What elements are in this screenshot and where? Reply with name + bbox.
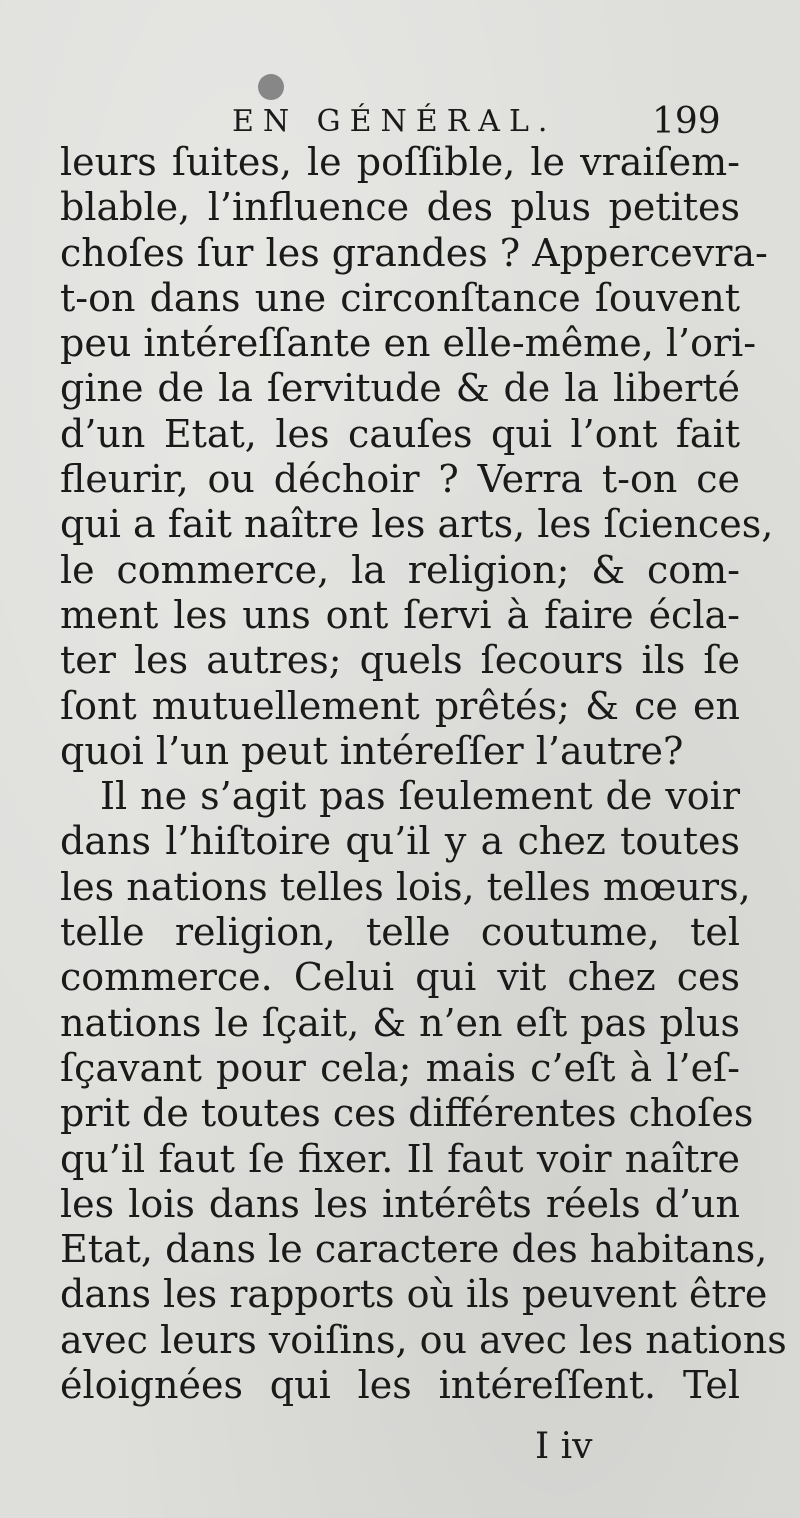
- text-line: ſçavant pour cela; mais c’eſt à l’eſ-: [60, 1045, 740, 1090]
- body-text: [60, 140, 787, 1408]
- text-line: ter les autres; quels ſecours ils ſe: [60, 638, 740, 683]
- running-head: [0, 100, 800, 144]
- text-line: le commerce, la religion; & com-: [60, 547, 740, 592]
- running-title: EN GÉNÉRAL.: [232, 104, 557, 139]
- paragraph-start-line: Il ne s’agit pas ſeulement de voir: [100, 774, 740, 819]
- text-line: commerce. Celui qui vit chez ces: [60, 955, 740, 1000]
- text-line: d’un Etat, les cauſes qui l’ont fait: [60, 411, 740, 456]
- text-line: dans l’hiſtoire qu’il y a chez toutes: [60, 819, 740, 864]
- text-line: peu intéreſſante en elle-même, l’ori-: [60, 321, 757, 366]
- text-line: les lois dans les intérêts réels d’un: [60, 1181, 740, 1226]
- page-number: 199: [652, 101, 721, 142]
- text-line: les nations telles lois, telles mœurs,: [60, 864, 751, 909]
- text-line: leurs ſuites, le poſſible, le vraiſem-: [60, 140, 740, 184]
- text-line: éloignées qui les intéreſſent. Tel: [60, 1363, 740, 1408]
- text-line: telle religion, telle coutume, tel: [60, 910, 740, 955]
- ink-blot: [258, 74, 284, 100]
- text-line: qui a fait naître les arts, les ſciences,: [60, 502, 774, 547]
- text-line: dans les rapports où ils peuvent être: [60, 1272, 768, 1317]
- paragraph-end-line: quoi l’un peut intéreſſer l’autre?: [60, 728, 684, 773]
- text-line: ment les uns ont ſervi à faire écla-: [60, 592, 740, 637]
- text-line: nations le ſçait, & n’en eſt pas plus: [60, 1000, 740, 1045]
- signature-mark: I iv: [535, 1426, 593, 1467]
- text-line: gine de la ſervitude & de la liberté: [60, 366, 740, 411]
- text-line: t-on dans une circonſtance ſouvent: [60, 275, 740, 320]
- text-line: Etat, dans le caractere des habitans,: [60, 1227, 768, 1272]
- text-line: choſes ſur les grandes ? Appercevra-: [60, 230, 768, 275]
- text-line: qu’il faut ſe fixer. Il faut voir naître: [60, 1136, 740, 1181]
- text-line: avec leurs voiſins, ou avec les nations: [60, 1317, 787, 1362]
- text-line: fleurir, ou déchoir ? Verra t-on ce: [60, 457, 740, 502]
- text-line: blable, l’influence des plus petites: [60, 185, 740, 230]
- text-line: prit de toutes ces différentes choſes: [60, 1091, 754, 1136]
- text-line: ſont mutuellement prêtés; & ce en: [60, 683, 740, 728]
